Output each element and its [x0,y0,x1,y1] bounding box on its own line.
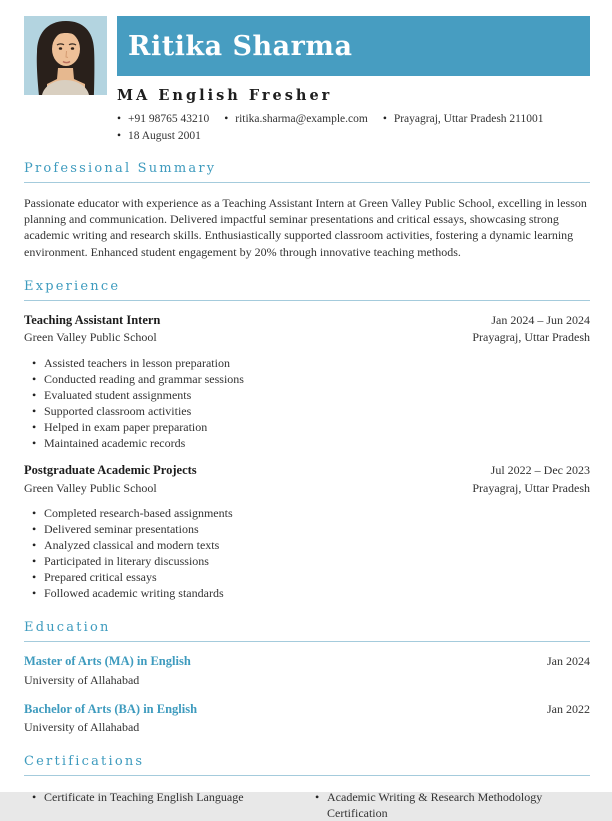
bullet-icon: • [117,113,122,125]
certification-item: • Certificate in Teaching English Language [24,789,307,805]
job-bullets [24,355,590,451]
person-name: Ritika Sharma [128,30,353,62]
job-dates: Jan 2024 – Jun 2024 [491,312,590,327]
job-right [472,463,590,496]
degree-date: Jan 2022 [547,701,590,716]
degree-left [24,702,197,736]
email-address [224,113,368,125]
job-dates: Jul 2022 – Dec 2023 [490,462,590,477]
degree-school: University of Allahabad [24,672,140,687]
address [383,113,544,125]
degree-title: Master of Arts (MA) in English [24,654,191,669]
profile-photo [24,16,107,95]
certification-list [24,789,590,821]
job-company: Green Valley Public School [24,330,157,345]
job-bullet: • Analyzed classical and modern texts [24,537,590,553]
section-heading-certifications: Certifications [24,754,590,776]
degree-date: Jan 2024 [547,654,590,669]
job-header [24,463,590,496]
bullet-icon: • [382,113,387,125]
section-heading-experience: Experience [24,279,590,301]
bullet-icon: • [117,130,122,142]
job-location: Prayagraj, Uttar Pradesh [472,330,590,345]
job-left [24,313,160,346]
job-company: Green Valley Public School [24,480,157,495]
degree-left [24,654,191,688]
job-entry [24,463,590,601]
birth-date-text: 18 August 2001 [128,130,201,142]
job-bullet: • Followed academic writing standards [24,585,590,601]
job-bullets [24,505,590,601]
job-bullet: • Completed research-based assignments [24,505,590,521]
job-entry [24,313,590,451]
address-text: Prayagraj, Uttar Pradesh 211001 [393,113,544,125]
section-education [24,620,590,735]
job-bullet: • Supported classroom activities [24,403,590,419]
degree-entry [24,654,590,688]
degree-entry [24,702,590,736]
section-experience [24,279,590,601]
phone-number [117,113,209,125]
name-band [117,16,590,76]
birth-date [117,130,201,142]
certification-item: • Academic Writing & Research Methodology Certification [307,789,590,821]
degree-title: Bachelor of Arts (BA) in English [24,701,198,716]
phone-text: +91 98765 43210 [128,113,210,125]
section-certifications [24,754,590,821]
summary-paragraph: Passionate educator with experience as a Teaching Assistant Intern at Green Valley Public School, excelling in lesson planning and communication. Delivered impactful seminar presentations and critical essays, showcasing strong academic writing and research skills. Enthusiastically supported classroom activities, fostering a dynamic learning environment. Enhanced student engagement by 20% through innovative teaching methods. [24,196,587,259]
header-right [117,16,590,142]
job-bullet: • Participated in literary discussions [24,553,590,569]
degree-school: University of Allahabad [24,720,140,735]
job-title: Postgraduate Academic Projects [24,462,197,477]
contact-row-2 [117,130,590,142]
contact-info [117,113,590,142]
role-subtitle: MA English Fresher [117,87,333,104]
email-text: ritika.sharma@example.com [235,113,368,125]
job-title: Teaching Assistant Intern [24,312,161,327]
job-bullet: • Maintained academic records [24,435,590,451]
header [0,0,612,142]
job-bullet: • Helped in exam paper preparation [24,419,590,435]
job-left [24,463,197,496]
job-header [24,313,590,346]
job-bullet: • Conducted reading and grammar sessions [24,371,590,387]
bullet-icon: • [224,113,229,125]
job-bullet: • Assisted teachers in lesson preparation [24,355,590,371]
section-heading-education: Education [24,620,590,642]
job-bullet: • Evaluated student assignments [24,387,590,403]
certification-column-right [307,789,590,821]
section-heading-summary: Professional Summary [24,161,590,183]
job-bullet: • Delivered seminar presentations [24,521,590,537]
contact-row-1 [117,113,590,125]
degree-row [24,654,590,688]
resume-body [0,161,612,821]
certification-column-left [24,789,307,821]
job-location: Prayagraj, Uttar Pradesh [472,480,590,495]
job-right [472,313,590,346]
job-bullet: • Prepared critical essays [24,569,590,585]
degree-row [24,702,590,736]
section-professional-summary [24,161,590,260]
